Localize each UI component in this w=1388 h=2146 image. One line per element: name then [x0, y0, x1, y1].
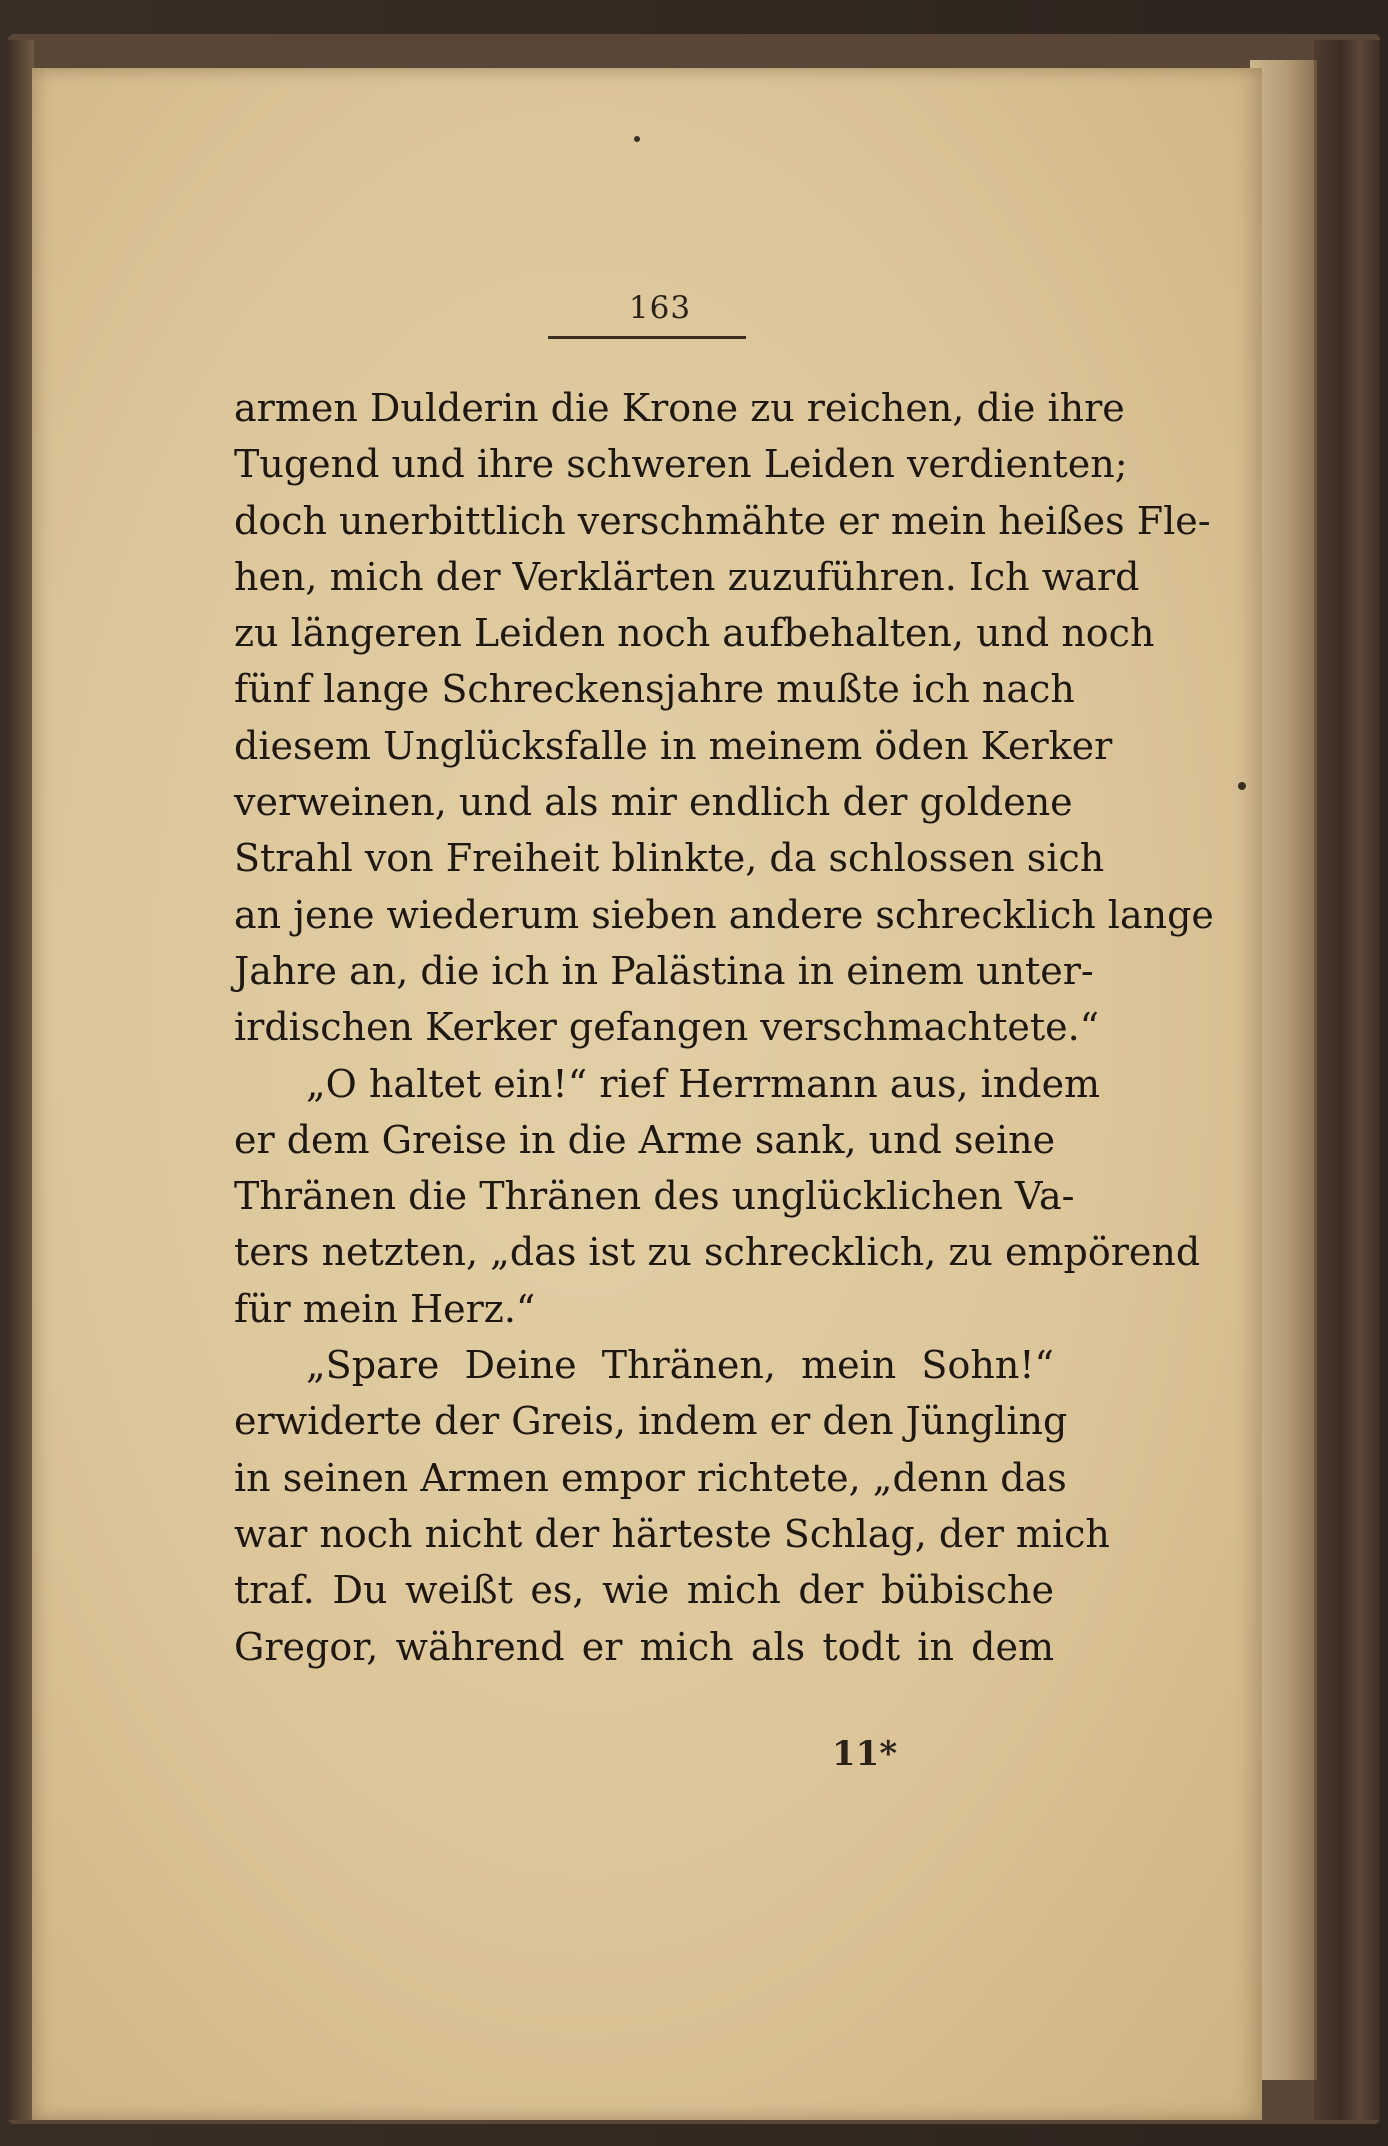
text-line: Tugend und ihre schweren Leiden verdienten;	[234, 442, 1128, 487]
text-line: für mein Herz.“	[234, 1286, 536, 1331]
header-rule	[548, 336, 746, 339]
text-line: irdischen Kerker gefangen verschmachtete.“	[234, 1005, 1100, 1050]
text-line: in seinen Armen empor richtete, „denn das	[234, 1455, 1067, 1500]
text-line: er dem Greise in die Arme sank, und seine	[234, 1117, 1056, 1162]
signature-mark: 11*	[832, 1734, 898, 1774]
page-number: 163	[628, 290, 692, 326]
text-line: Jahre an, die ich in Palästina in einem unter-	[234, 948, 1094, 993]
text-line: Strahl von Freiheit blinkte, da schlossen sich	[234, 836, 1105, 881]
text-line: erwiderte der Greis, indem er den Jüngling	[234, 1399, 1068, 1444]
paper-speck	[1238, 782, 1246, 790]
text-line: „Spare Deine Thränen, mein Sohn!“	[306, 1343, 1054, 1388]
text-line: traf. Du weißt es, wie mich der bübische	[234, 1568, 1054, 1613]
text-line: war noch nicht der härteste Schlag, der mich	[234, 1511, 1110, 1556]
text-line: Gregor, während er mich als todt in dem	[234, 1624, 1054, 1669]
text-line: „O haltet ein!“ rief Herrmann aus, indem	[306, 1061, 1101, 1106]
text-line: diesem Unglücksfalle in meinem öden Kerker	[234, 723, 1113, 768]
text-line: verweinen, und als mir endlich der goldene	[234, 780, 1073, 825]
text-line: Thränen die Thränen des unglücklichen Va-	[234, 1174, 1075, 1219]
book-binding-right	[1314, 40, 1380, 2120]
text-line: hen, mich der Verklärten zuzuführen. Ich ward	[234, 554, 1140, 599]
paper-speck	[634, 136, 640, 142]
text-line: an jene wiederum sieben andere schrecklich lange	[234, 892, 1214, 937]
text-line: fünf lange Schreckensjahre mußte ich nach	[234, 667, 1075, 712]
left-page-fold	[8, 40, 34, 2120]
text-line: doch unerbittlich verschmähte er mein heißes Fle-	[234, 498, 1211, 543]
text-line: ters netzten, „das ist zu schrecklich, zu empörend	[234, 1230, 1201, 1275]
text-line: armen Dulderin die Krone zu reichen, die ihre	[234, 386, 1125, 430]
text-line: zu längeren Leiden noch aufbehalten, und noch	[234, 611, 1155, 656]
body-text	[234, 380, 1214, 1675]
